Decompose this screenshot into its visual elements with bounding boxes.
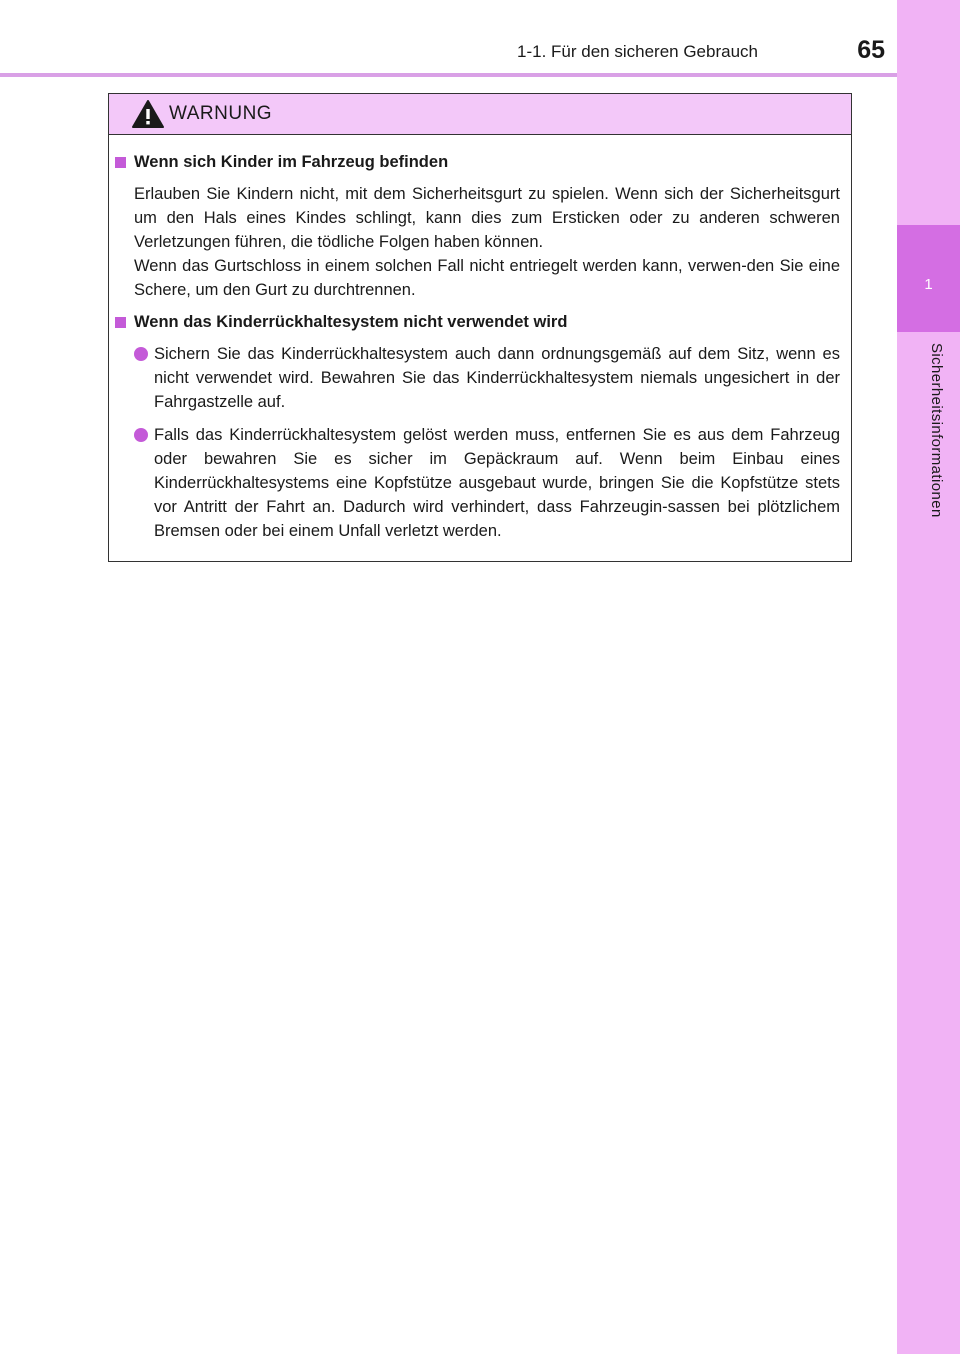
chapter-number: 1	[924, 276, 933, 293]
section-heading-text: Wenn sich Kinder im Fahrzeug befinden	[134, 153, 449, 171]
chapter-title: Sicherheitsinformationen	[928, 343, 945, 518]
warning-box	[108, 93, 852, 562]
square-bullet-icon	[115, 157, 126, 168]
list-item	[134, 423, 840, 543]
list-item-text: Sichern Sie das Kinderrückhaltesystem auch dann ordnungsgemäß auf dem Sitz, wenn es nicht verwendet wird. Bewahren Sie das Kinderrückhaltesystem niemals ungesichert in der Fahrgastzelle auf.	[154, 345, 840, 411]
header-section-title: 1-1. Für den sicheren Gebrauch	[517, 42, 758, 61]
warning-header	[109, 94, 851, 135]
section-heading	[115, 310, 840, 334]
warning-title: WARNUNG	[169, 103, 273, 124]
square-bullet-icon	[115, 317, 126, 328]
paragraph: Wenn das Gurtschloss in einem solchen Fall nicht entriegelt werden kann, verwen-den Sie eine Schere, um den Gurt zu durchtrennen.	[134, 257, 840, 299]
warning-body	[109, 135, 851, 543]
section-heading	[115, 150, 840, 174]
warning-triangle-icon	[131, 99, 165, 129]
header-divider	[0, 73, 897, 77]
circle-bullet-icon	[134, 428, 148, 442]
list-item	[134, 342, 840, 414]
paragraph: Erlauben Sie Kindern nicht, mit dem Sicherheitsgurt zu spielen. Wenn sich der Sicherheitsgurt um den Hals eines Kindes schlingt, kann dies zum Ersticken oder zu anderen schweren Verletzungen führen, die tödliche Folgen haben können.	[134, 185, 840, 251]
page-number: 65	[857, 36, 885, 64]
list-item-text: Falls das Kinderrückhaltesystem gelöst werden muss, entfernen Sie es aus dem Fahrzeug oder bewahren Sie es sicher im Gepäckraum auf. Wenn beim Einbau eines Kinderrückhaltesystems eine Kopfstütze ausgebaut wurde, bringen Sie die Kopfstütze stets vor Antritt der Fahrt an. Dadurch wird verhindert, dass Fahrzeugin-sassen bei plötzlichem Bremsen oder bei einem Unfall verletzt werden.	[154, 426, 840, 540]
chapter-side-tab	[897, 0, 960, 1354]
section-heading-text: Wenn das Kinderrückhaltesystem nicht verwendet wird	[134, 313, 568, 331]
circle-bullet-icon	[134, 347, 148, 361]
